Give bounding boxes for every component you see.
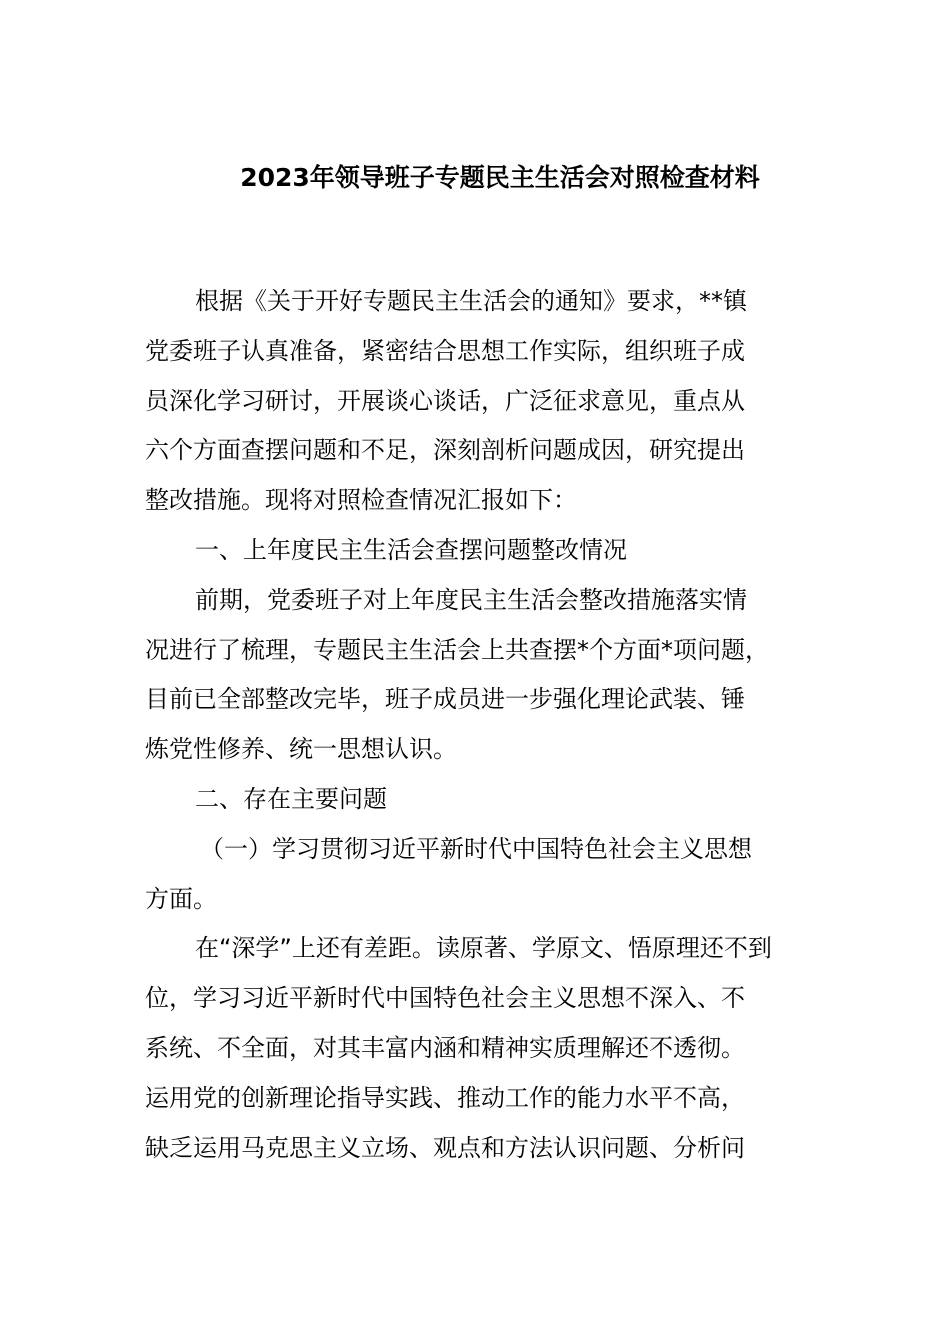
subsection-heading: （一）学习贯彻习近平新时代中国特色社会主义思想: [200, 834, 752, 863]
paragraph-line: 六个方面查摆问题和不足，深刻剖析问题成因，研究提出: [145, 436, 745, 465]
paragraph-line: 况进行了梳理，专题民主生活会上共查摆*个方面*项问题，: [145, 635, 769, 664]
paragraph-line: 位，学习习近平新时代中国特色社会主义思想不深入、不: [145, 984, 745, 1013]
paragraph-line: 目前已全部整改完毕，班子成员进一步强化理论武装、锤: [145, 685, 745, 714]
paragraph-line: 前期，党委班子对上年度民主生活会整改措施落实情: [195, 585, 747, 614]
paragraph-line: 整改措施。现将对照检查情况汇报如下：: [145, 486, 577, 515]
paragraph-line: 员深化学习研讨，开展谈心谈话，广泛征求意见，重点从: [145, 386, 745, 415]
paragraph-line: 系统、不全面，对其丰富内涵和精神实质理解还不透彻。: [145, 1033, 745, 1062]
paragraph-line: 在“深学”上还有差距。读原著、学原文、悟原理还不到: [195, 934, 772, 963]
section-heading: 二、存在主要问题: [195, 784, 387, 813]
paragraph-line: 炼党性修养、统一思想认识。: [145, 735, 457, 764]
document-title: 2023年领导班子专题民主生活会对照检查材料: [240, 163, 760, 192]
section-heading: 一、上年度民主生活会查摆问题整改情况: [195, 535, 627, 564]
paragraph-line: 运用党的创新理论指导实践、推动工作的能力水平不高，: [145, 1083, 745, 1112]
subsection-heading: 方面。: [145, 884, 217, 913]
paragraph-line: 缺乏运用马克思主义立场、观点和方法认识问题、分析问: [145, 1133, 745, 1162]
document-body: [145, 277, 835, 1173]
paragraph-line: 根据《关于开好专题民主生活会的通知》要求，**镇: [195, 287, 747, 315]
paragraph-line: 党委班子认真准备，紧密结合思想工作实际，组织班子成: [145, 336, 745, 365]
